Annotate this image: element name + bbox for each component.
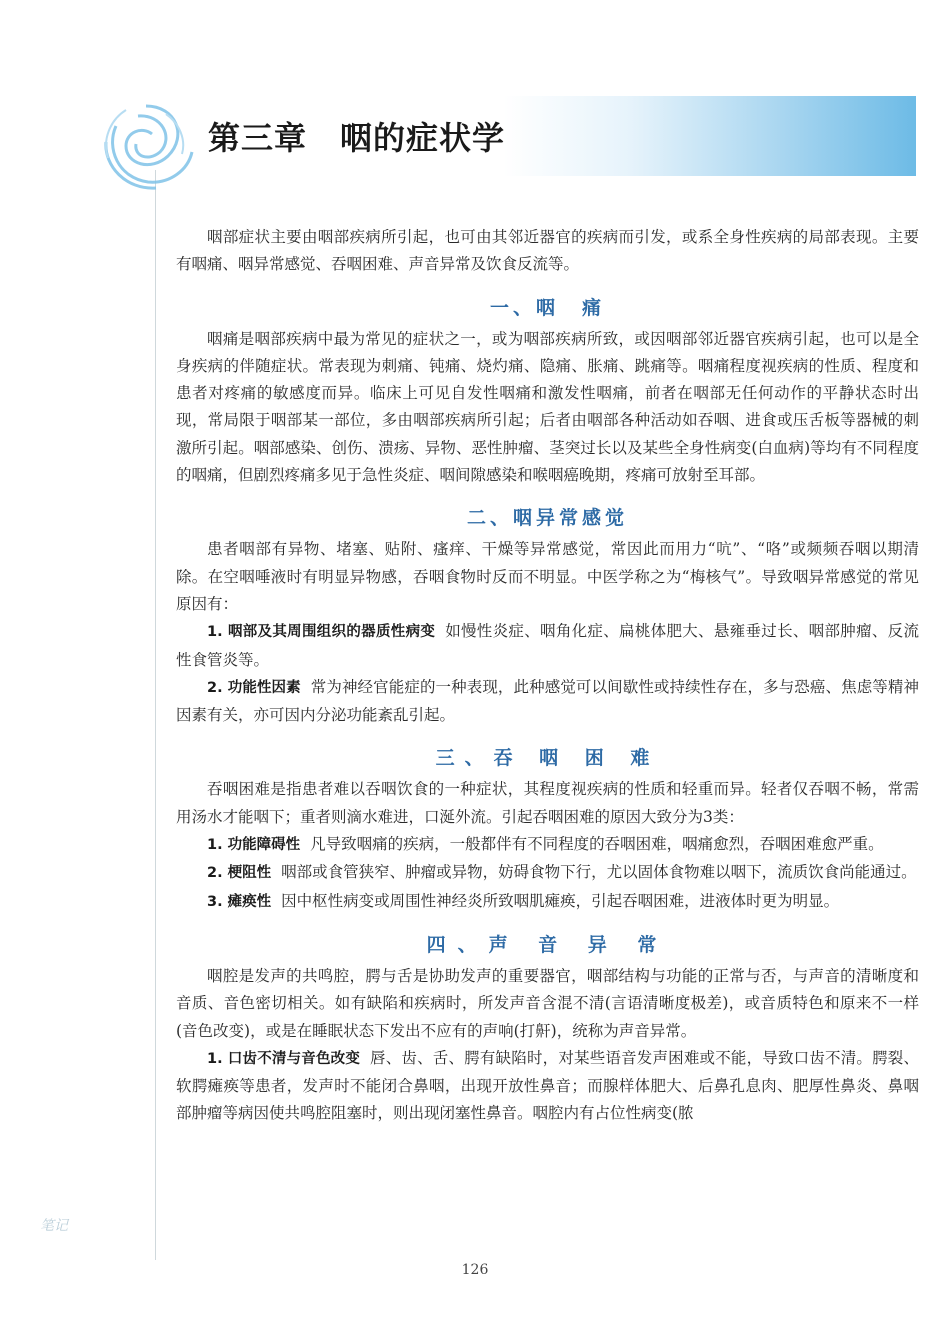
item-label: 2. 功能性因素 — [207, 679, 301, 696]
item-label: 1. 咽部及其周围组织的器质性病变 — [207, 624, 436, 641]
page-content — [176, 224, 919, 1128]
item-text: 咽部或食管狭窄、肿瘤或异物，妨碍食物下行，尤以固体食物难以咽下，流质饮食尚能通过。 — [281, 863, 917, 882]
section-paragraph: 吞咽困难是指患者难以吞咽饮食的一种症状，其程度视疾病的性质和轻重而异。轻者仅吞咽不畅，常需用汤水才能咽下；重者则滴水难进，口涎外流。引起吞咽困难的原因大致分为3类： — [176, 780, 919, 826]
section-paragraph: 患者咽部有异物、堵塞、贴附、瘙痒、干燥等异常感觉，常因此而用力“吭”、“咯”或频频吞咽以期清除。在空咽唾液时有明显异物感，吞咽食物时反而不明显。中医学称之为“梅核气”。导致咽异常感觉的常见原因有： — [176, 540, 919, 613]
list-item — [176, 618, 919, 674]
item-text: 唇、齿、舌、腭有缺陷时，对某些语音发声困难或不能，导致口齿不清。腭裂、软腭瘫痪等患者，发声时不能闭合鼻咽，出现开放性鼻音；而腺样体肥大、后鼻孔息肉、肥厚性鼻炎、鼻咽部肿瘤等病因使共鸣腔阻塞时，则出现闭塞性鼻音。咽腔内有占位性病变(脓 — [176, 1048, 919, 1123]
section-paragraph: 咽腔是发声的共鸣腔，腭与舌是协助发声的重要器官，咽部结构与功能的正常与否，与声音的清晰度和音质、音色密切相关。如有缺陷和疾病时，所发声音含混不清(言语清晰度极差)，或音质特色和原来不一样(音色改变)，或是在睡眠状态下发出不应有的声响(打鼾)，统称为声音异常。 — [176, 966, 919, 1040]
item-label: 3. 瘫痪性 — [207, 893, 272, 910]
item-label: 1. 功能障碍性 — [207, 837, 301, 854]
margin-rule — [155, 170, 156, 1260]
list-item — [176, 831, 919, 859]
item-text: 常为神经官能症的一种表现，此种感觉可以间歇性或持续性存在，多与恐癌、焦虑等精神因素有关，亦可因内分泌功能紊乱引起。 — [176, 677, 919, 725]
chapter-title: 第三章 咽的症状学 — [208, 119, 506, 157]
section-paragraph: 咽痛是咽部疾病中最为常见的症状之一，或为咽部疾病所致，或因咽部邻近器官疾病引起，也可以是全身疾病的伴随症状。常表现为刺痛、钝痛、烧灼痛、隐痛、胀痛、跳痛等。咽痛程度视疾病的性质、程度和患者对疼痛的敏感度而异。临床上可见自发性咽痛和激发性咽痛，前者在咽部无任何动作的平静状态时出现，常局限于咽部某一部位，多由咽部疾病所引起；后者由咽部各种活动如吞咽、进食或压舌板等器械的刺激所引起。咽部感染、创伤、溃疡、异物、恶性肿瘤、茎突过长以及某些全身性病变(白血病)等均有不同程度的咽痛，但剧烈疼痛多见于急性炎症、咽间隙感染和喉咽癌晚期，疼痛可放射至耳部。 — [176, 329, 919, 485]
intro-paragraph: 咽部症状主要由咽部疾病所引起，也可由其邻近器官的疾病而引发，或系全身性疾病的局部表现。主要有咽痛、咽异常感觉、吞咽困难、声音异常及饮食反流等。 — [176, 228, 919, 274]
item-label: 1. 口齿不清与音色改变 — [207, 1050, 361, 1067]
section-heading-abnormal-sensation: 二、咽异常感觉 — [466, 507, 628, 530]
section-heading-dysphagia: 三、吞 咽 困 难 — [435, 747, 660, 770]
section-heading-voice-abnormality: 四、声 音 异 常 — [426, 933, 669, 956]
item-text: 如慢性炎症、咽角化症、扁桃体肥大、悬雍垂过长、咽部肿瘤、反流性食管炎等。 — [176, 622, 919, 669]
item-label: 2. 梗阻性 — [207, 865, 272, 882]
item-text: 凡导致咽痛的疾病，一般都伴有不同程度的吞咽困难，咽痛愈烈，吞咽困难愈严重。 — [310, 835, 884, 854]
notes-margin-mark: 笔记 — [40, 1218, 68, 1234]
list-item — [176, 859, 919, 887]
swirl-decoration-icon — [96, 96, 196, 192]
list-item — [176, 888, 919, 916]
page-number: 126 — [461, 1262, 489, 1278]
section-heading-sore-throat: 一、咽 痛 — [489, 296, 605, 319]
item-text: 因中枢性病变或周围性神经炎所致咽肌瘫痪，引起吞咽困难，进液体时更为明显。 — [281, 891, 840, 910]
list-item — [176, 1045, 919, 1128]
list-item — [176, 674, 919, 730]
